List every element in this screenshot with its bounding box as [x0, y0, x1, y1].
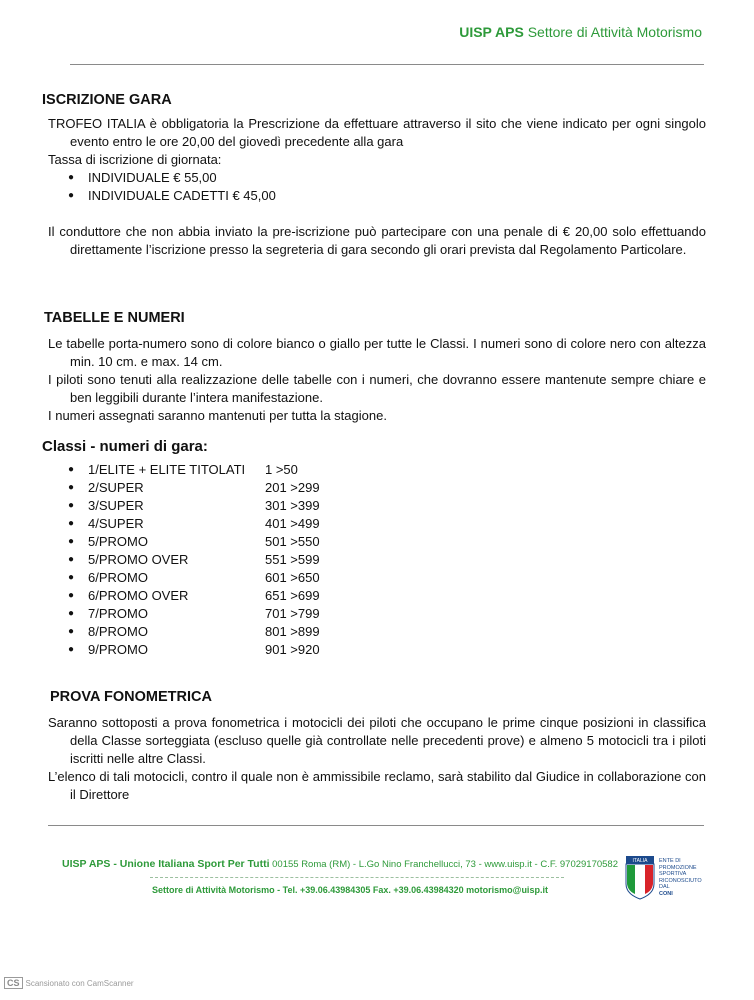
class-range: 801 >899	[265, 624, 320, 639]
fees-list	[48, 169, 706, 205]
class-name: 2/SUPER	[88, 480, 144, 495]
list-item	[48, 569, 448, 587]
class-range: 201 >299	[265, 480, 320, 495]
iscrizione-paragraph-2: Tassa di iscrizione di giornata:	[48, 152, 222, 167]
class-range: 651 >699	[265, 588, 320, 603]
coni-text-line: CONI	[659, 890, 673, 897]
section-fonometrica	[48, 714, 706, 804]
list-item: ● INDIVIDUALE € 55,00	[48, 169, 706, 187]
list-item	[48, 641, 448, 659]
class-range: 1 >50	[265, 462, 298, 477]
header-brand-rest: Settore di Attività Motorismo	[527, 24, 702, 40]
list-item	[48, 623, 448, 641]
tabelle-paragraph-1: Le tabelle porta-numero sono di colore bianco o giallo per tutte le Classi. I numeri sono di colore nero con altezza min. 10 cm. e max. 14 cm.	[48, 336, 706, 369]
tabelle-paragraph-3: I numeri assegnati saranno mantenuti per tutta la stagione.	[48, 408, 387, 423]
class-range: 901 >920	[265, 642, 320, 657]
list-item	[48, 515, 448, 533]
list-item	[48, 497, 448, 515]
list-item: ● INDIVIDUALE CADETTI € 45,00	[48, 187, 706, 205]
coni-text	[659, 858, 711, 897]
footer-org: UISP APS - Unione Italiana Sport Per Tutti	[62, 858, 270, 870]
fonometrica-paragraph-2: L’elenco di tali motocicli, contro il quale non è ammissibile reclamo, sarà stabilito dal Giudice in collaborazione con il Direttore	[48, 769, 706, 802]
class-range: 301 >399	[265, 498, 320, 513]
class-name: 5/PROMO OVER	[88, 552, 189, 567]
coni-text-line: RICONOSCIUTO DAL	[659, 877, 702, 890]
class-range: 551 >599	[265, 552, 320, 567]
iscrizione-paragraph-3: Il conduttore che non abbia inviato la pre-iscrizione può partecipare con una penale di € 20,00 solo effettuando direttamente l’iscrizione presso la segreteria di gara secondo gli orari prevista dal Regolamento Particolare.	[48, 224, 706, 257]
scanner-watermark	[4, 977, 134, 989]
footer-dashed-divider	[150, 877, 564, 878]
tabelle-paragraph-2: I piloti sono tenuti alla realizzazione delle tabelle con i numeri, che dovranno essere mantenute sempre chiare e ben leggibili durante l’intera manifestazione.	[48, 372, 706, 405]
class-range: 401 >499	[265, 516, 320, 531]
footer-divider	[48, 825, 704, 826]
section-tabelle	[48, 335, 706, 425]
class-name: 5/PROMO	[88, 534, 148, 549]
class-name: 7/PROMO	[88, 606, 148, 621]
scanner-text: Scansionato con CamScanner	[25, 979, 134, 988]
class-name: 8/PROMO	[88, 624, 148, 639]
coni-text-line: ENTE DI PROMOZIONE SPORTIVA	[659, 858, 697, 877]
list-item	[48, 587, 448, 605]
iscrizione-paragraph-1: TROFEO ITALIA è obbligatoria la Prescrizione da effettuare attraverso il sito che viene indicato per ogni singolo evento entro le ore 20,00 del giovedì precedente alla gara	[48, 116, 706, 149]
list-item	[48, 533, 448, 551]
coni-badge	[625, 856, 711, 904]
class-name: 1/ELITE + ELITE TITOLATI	[88, 462, 246, 477]
section-title-tabelle: TABELLE E NUMERI	[44, 310, 185, 326]
section-title-classi: Classi - numeri di gara:	[42, 438, 208, 455]
classi-list	[48, 461, 448, 659]
class-name: 6/PROMO OVER	[88, 588, 189, 603]
camscanner-logo-icon: CS	[4, 977, 23, 989]
coni-label: ITALIA	[632, 858, 648, 864]
list-item	[48, 551, 448, 569]
section-title-iscrizione: ISCRIZIONE GARA	[42, 92, 172, 108]
list-item	[48, 479, 448, 497]
class-range: 701 >799	[265, 606, 320, 621]
class-range: 601 >650	[265, 570, 320, 585]
section-title-fonometrica: PROVA FONOMETRICA	[50, 689, 212, 705]
class-name: 3/SUPER	[88, 498, 144, 513]
class-range: 501 >550	[265, 534, 320, 549]
header-divider	[70, 64, 704, 65]
class-name: 6/PROMO	[88, 570, 148, 585]
footer-contacts: Settore di Attività Motorismo - Tel. +39.06.43984305 Fax. +39.06.43984320 motorismo@uisp.it	[152, 885, 548, 895]
header-brand	[459, 24, 702, 40]
section-iscrizione	[48, 115, 706, 259]
italia-shield-icon	[625, 856, 655, 900]
footer-org-line	[62, 858, 618, 870]
class-name: 9/PROMO	[88, 642, 148, 657]
fonometrica-paragraph-1: Saranno sottoposti a prova fonometrica i motocicli dei piloti che occupano le prime cinque posizioni in classifica della Classe sorteggiata (escluso quelle già controllate nelle precedenti prove) e almeno 5 motocicli tra i piloti iscritti nelle altre Classi.	[48, 715, 706, 766]
footer-address: 00155 Roma (RM) - L.Go Nino Franchellucci, 73 - www.uisp.it - C.F. 97029170582	[272, 859, 618, 870]
header-brand-bold: UISP APS	[459, 24, 524, 40]
class-name: 4/SUPER	[88, 516, 144, 531]
list-item	[48, 605, 448, 623]
list-item	[48, 461, 448, 479]
